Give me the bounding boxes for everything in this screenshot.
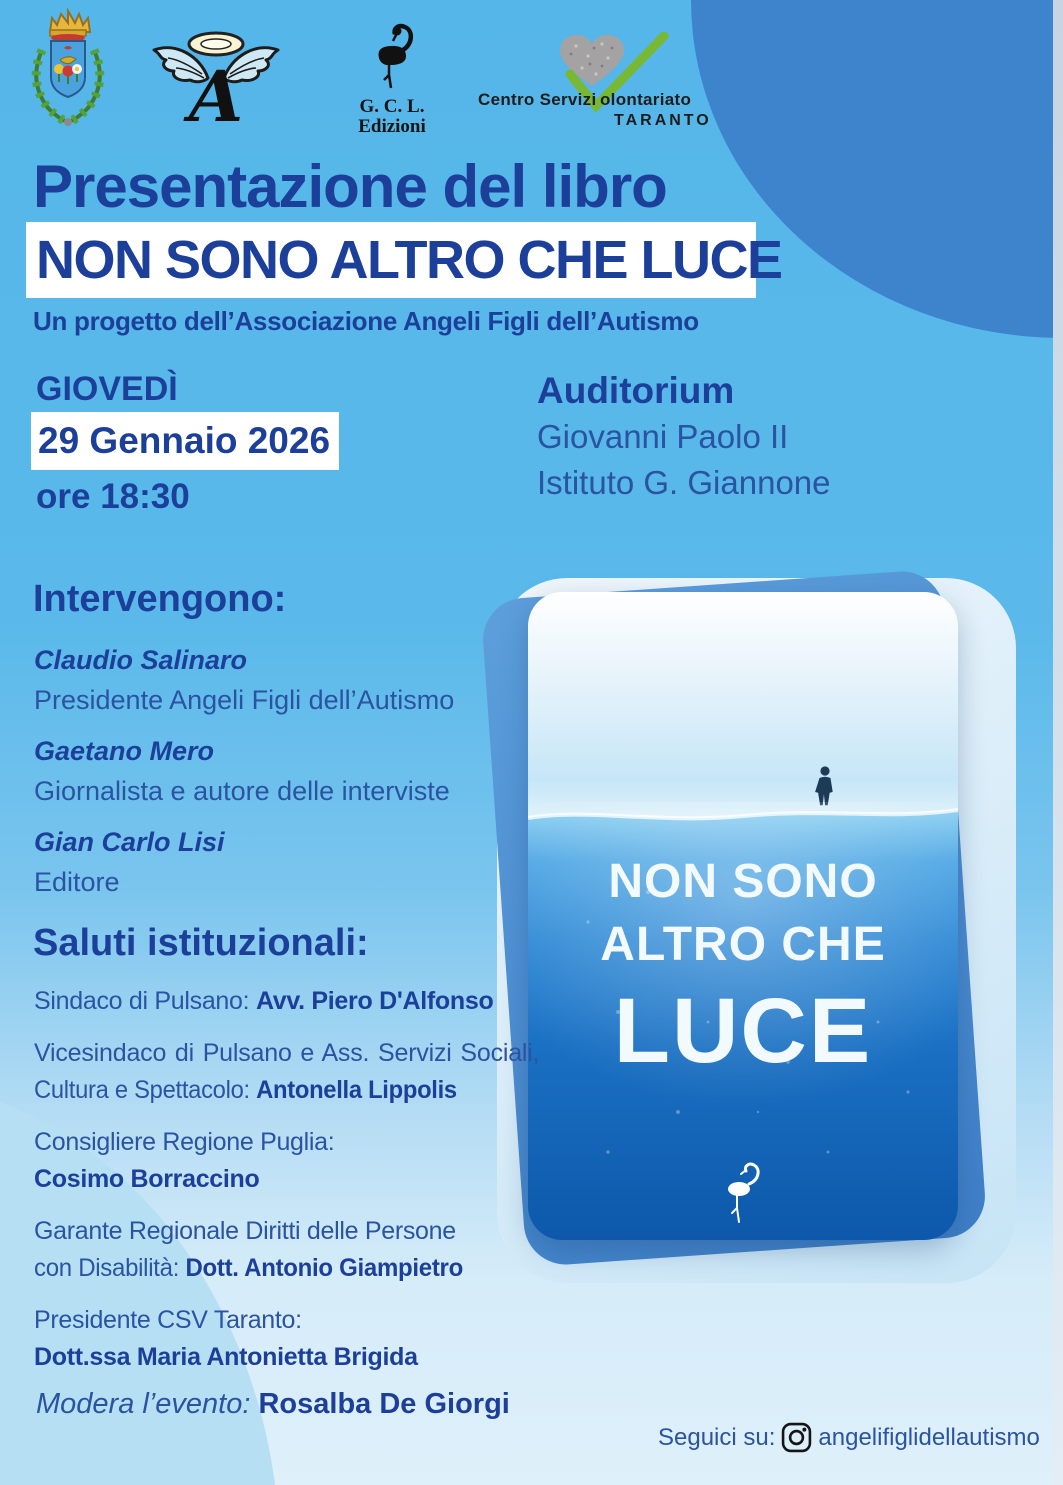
greeting-line [34,1124,539,1161]
flamingo-icon [365,18,419,90]
csv-text-before-v: Centro Servizi [478,90,597,109]
greeting-person-name: Dott. Antonio Giampietro [185,1254,463,1282]
speaker-name: Gaetano Mero [34,736,215,766]
greeting-role-text: Cultura e Spettacolo: [34,1076,257,1104]
speaker-role: Giornalista e autore delle interviste [34,776,450,806]
event-day: GIOVEDÌ [36,370,178,408]
greeting-person-name: Avv. Piero D'Alfonso [255,987,494,1015]
book-title-highlight-bar [26,222,782,298]
greeting-item [34,1035,539,1109]
speakers-list [34,640,454,913]
speaker-item [34,640,454,720]
greeting-line [34,983,539,1020]
event-date: 29 Gennaio 2026 [38,420,331,461]
svg-text:A: A [188,55,244,134]
winged-a-icon [146,24,286,134]
speaker-item [34,822,454,902]
page-title: Presentazione del libro [33,153,667,220]
greeting-line [34,1072,514,1109]
speaker-item [34,731,454,811]
right-edge-strip [1053,0,1063,1485]
cover-title-line2: ALTRO CHE [600,918,886,971]
venue-line2: Giovanni Paolo II [537,418,789,455]
greeting-item [34,1124,539,1198]
gcl-line2: Edizioni [358,116,426,137]
greeting-role-text: Sindaco di Pulsano: [34,987,256,1015]
subtitle: Un progetto dell’Associazione Angeli Figli dell’Autismo [33,306,699,336]
greeting-person-name: Dott.ssa Maria Antonietta Brigida [34,1343,418,1371]
csv-taranto-label: TARANTO [614,112,712,129]
social-line [658,1422,1040,1453]
book-cover-art [528,592,958,1240]
speaker-name: Claudio Salinaro [34,645,248,675]
venue-block [537,368,831,506]
greeting-item [34,983,539,1020]
speaker-role: Presidente Angeli Figli dell’Autismo [34,685,455,715]
instagram-icon [781,1422,812,1453]
greeting-person-name: Antonella Lippolis [256,1076,457,1104]
greetings-list [34,983,539,1391]
greeting-line [34,1035,539,1072]
book-title-text: NON SONO ALTRO CHE LUCE [36,230,782,290]
greeting-line [34,1161,539,1198]
gcl-edizioni-logo [342,18,442,137]
greeting-line [34,1302,539,1339]
csv-taranto-logo [476,30,726,132]
book-cover [528,592,958,1240]
moderator-line [36,1388,510,1421]
cover-title-line1: NON SONO [608,855,878,908]
greeting-line [34,1250,519,1287]
greeting-role-text: Presidente CSV Taranto: [34,1306,302,1334]
event-time: ore 18:30 [36,477,190,516]
city-crest-icon [26,6,110,134]
moderator-name: Rosalba De Giorgi [258,1388,510,1420]
greetings-heading: Saluti istituzionali: [33,922,369,964]
social-label: Seguici su: [658,1423,776,1451]
greeting-item [34,1213,539,1287]
greeting-item [34,1302,539,1376]
speaker-role: Editore [34,867,120,897]
greeting-line [34,1213,539,1250]
venue-name: Auditorium [537,370,735,411]
speakers-heading: Intervengono: [33,578,287,620]
greeting-role-text: Consigliere Regione Puglia: [34,1128,335,1156]
angeli-figli-autismo-logo [146,24,286,134]
greeting-person-name: Cosimo Borraccino [34,1165,260,1193]
greeting-line [34,1339,539,1376]
cover-title-line3: LUCE [613,980,873,1082]
gcl-line1: G. C. L. [359,96,425,117]
csv-text-after-v: olontariato [600,90,692,109]
greeting-role-text: Vicesindaco di Pulsano e Ass. Servizi Sociali, [34,1039,540,1067]
greeting-role-text: Garante Regionale Diritti delle Persone [34,1217,456,1245]
social-handle: angelifiglidellautismo [818,1423,1040,1451]
speaker-name: Gian Carlo Lisi [34,827,225,857]
venue-line3: Istituto G. Giannone [537,464,831,501]
event-date-highlight-bar [31,412,339,470]
greeting-role-text: con Disabilità: [34,1254,186,1282]
moderator-label: Modera l’evento: [36,1388,251,1420]
pulsano-crest-logo [26,6,110,134]
